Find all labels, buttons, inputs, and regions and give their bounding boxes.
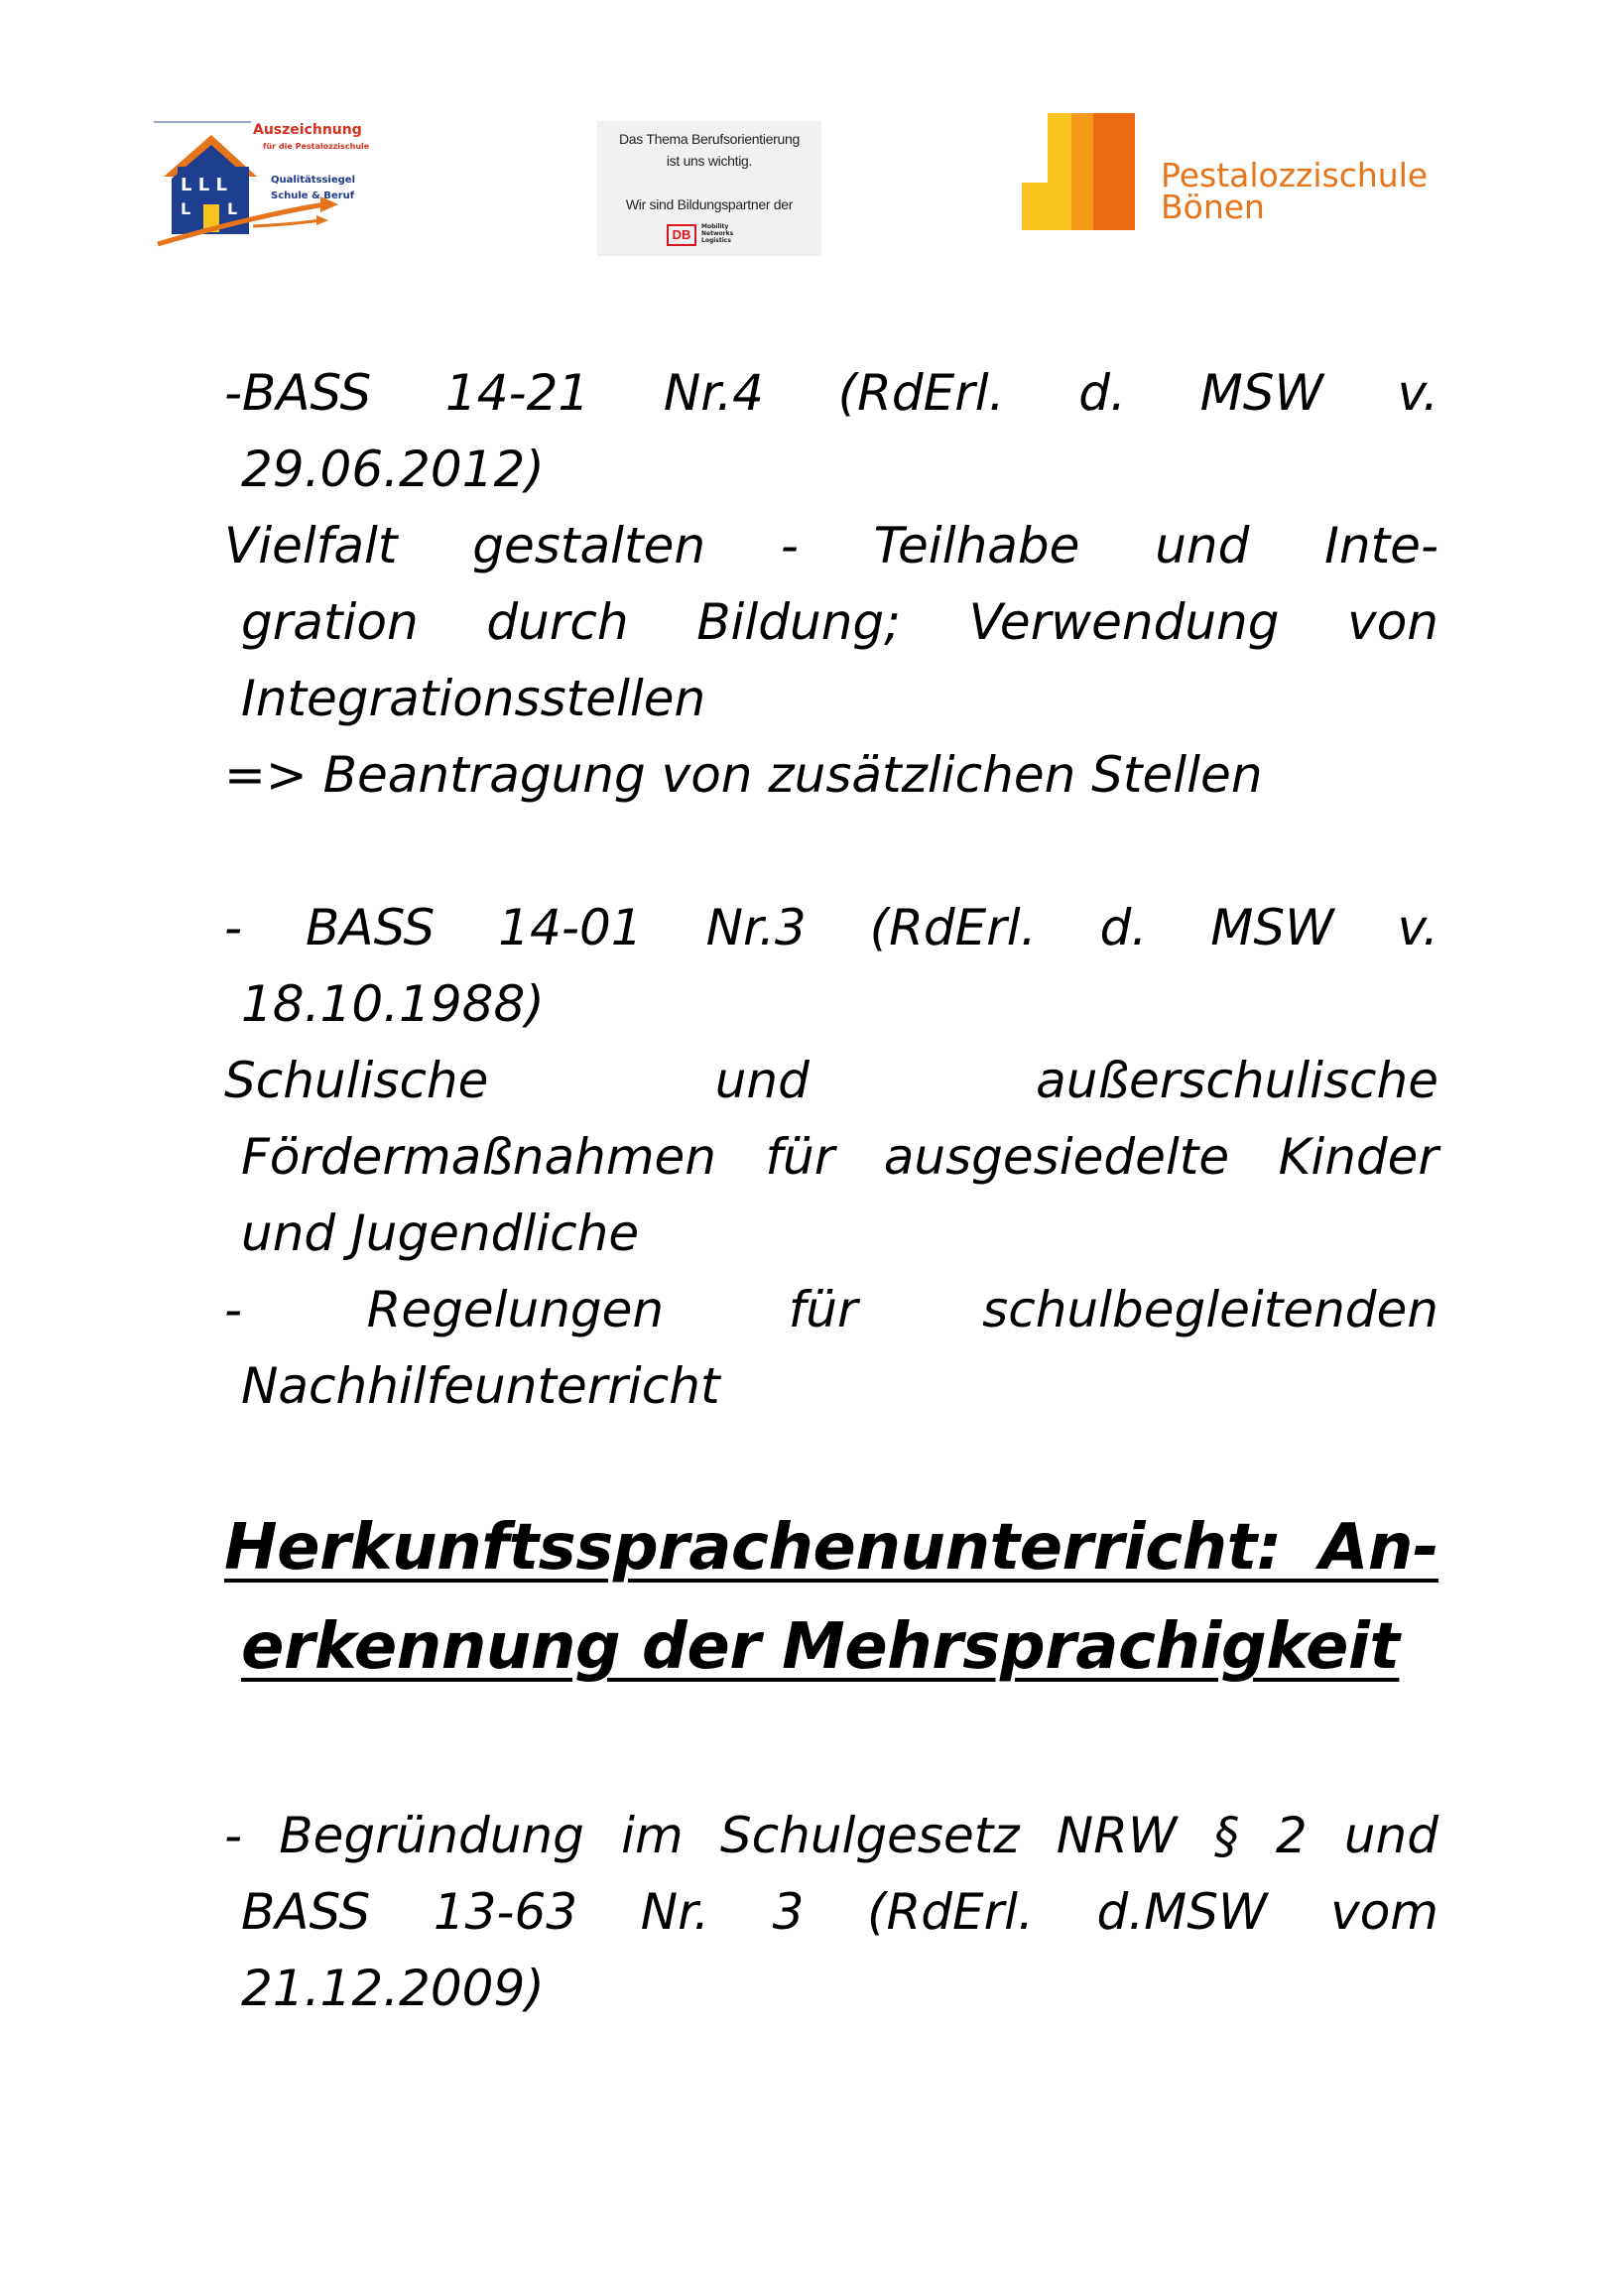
award-badge-line1: Qualitätssiegel <box>271 175 356 186</box>
section-heading: Herkunftssprachenunterricht: An- <box>224 1511 1438 1585</box>
text-line: 21.12.2009) <box>241 1960 545 2017</box>
award-title: Auszeichnung <box>253 122 362 138</box>
partner-line1: Das Thema Berufsorientierung <box>619 131 800 147</box>
partner-logo <box>597 121 821 256</box>
school-name: Pestalozzischule <box>1161 156 1429 194</box>
text-line: Fördermaßnahmen für ausgesiedelte Kinder <box>241 1128 1438 1186</box>
svg-text:L: L <box>227 199 238 218</box>
text-line: -BASS 14-21 Nr.4 (RdErl. d. MSW v. <box>224 364 1438 422</box>
school-emblem-icon <box>1022 113 1151 240</box>
award-badge-line2: Schule & Beruf <box>271 190 355 201</box>
section-heading: erkennung der Mehrsprachigkeit <box>241 1610 1400 1684</box>
text-line: BASS 13-63 Nr. 3 (RdErl. d.MSW vom <box>241 1883 1438 1941</box>
text-line: und Jugendliche <box>241 1205 640 1262</box>
text-line: 29.06.2012) <box>241 441 545 498</box>
text-line: Schulische und außerschulische <box>224 1052 1438 1109</box>
db-logo-icon: DB <box>667 224 696 246</box>
text-line: Vielfalt gestalten - Teilhabe und Inte- <box>224 517 1438 574</box>
text-line: - Begründung im Schulgesetz NRW § 2 und <box>224 1807 1438 1864</box>
text-line: => Beantragung von zusätzlichen Stellen <box>224 746 1263 804</box>
svg-text:L: L <box>181 199 191 218</box>
school-city: Bönen <box>1161 188 1265 226</box>
text-line: gration durch Bildung; Verwendung von <box>241 593 1438 651</box>
text-line: Integrationsstellen <box>241 670 706 727</box>
text-line: Nachhilfeunterricht <box>241 1357 720 1415</box>
text-line: - Regelungen für schulbegleitenden <box>224 1281 1438 1338</box>
partner-line2: ist uns wichtig. <box>666 153 753 169</box>
svg-text:L L L: L L L <box>181 175 227 195</box>
text-line: - BASS 14-01 Nr.3 (RdErl. d. MSW v. <box>224 899 1438 956</box>
award-logo <box>154 117 372 251</box>
db-subtitle: Mobility Networks Logistics <box>701 223 734 244</box>
text-line: 18.10.1988) <box>241 975 545 1033</box>
award-subtitle: für die Pestalozzischule <box>263 142 370 151</box>
school-logo <box>1022 113 1429 240</box>
partner-line3: Wir sind Bildungspartner der <box>625 196 794 212</box>
